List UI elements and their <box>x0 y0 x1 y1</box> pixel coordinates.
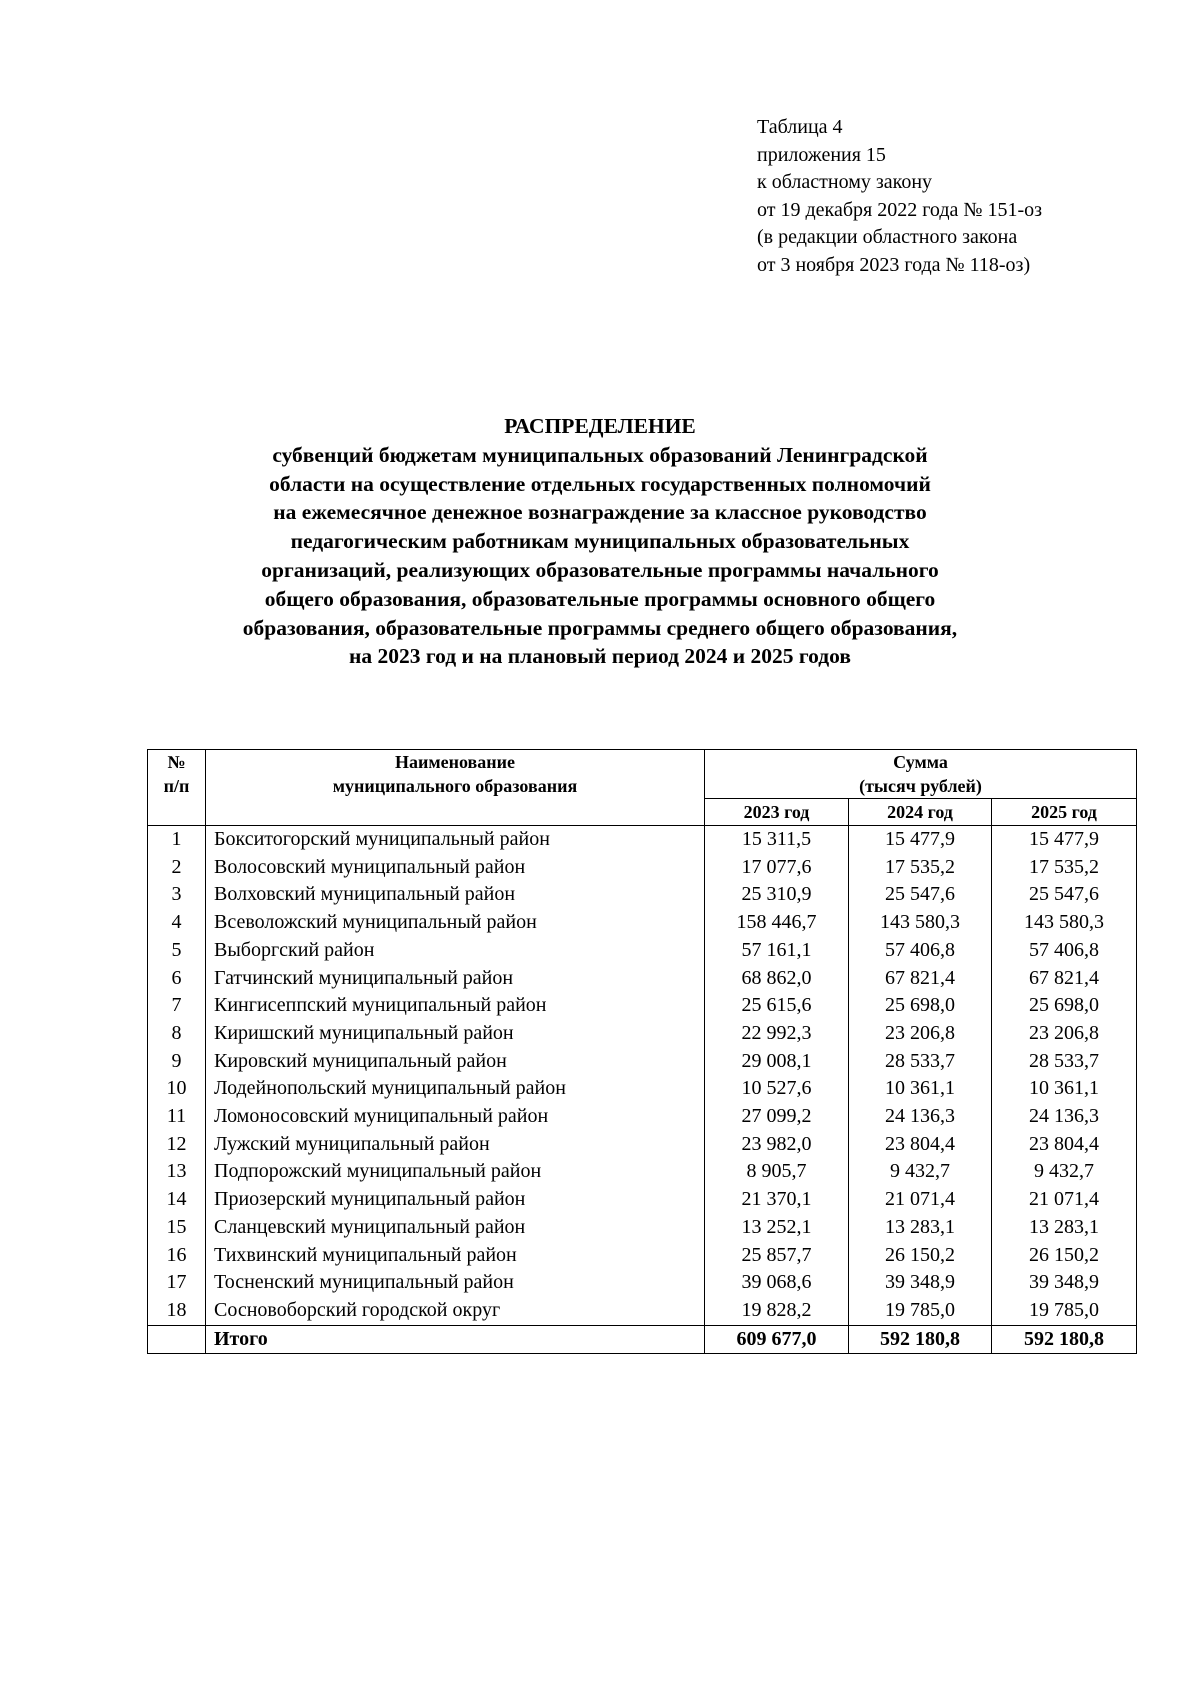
header-line: приложения 15 <box>757 143 886 166</box>
row-number: 12 <box>148 1131 206 1159</box>
row-number: 7 <box>148 992 206 1020</box>
title-line: педагогическим работникам муниципальных образовательных <box>290 529 910 554</box>
row-name: Волховский муниципальный район <box>206 881 705 909</box>
table-row <box>148 937 1137 965</box>
row-number: 10 <box>148 1075 206 1103</box>
header-sum-line2: (тысяч рублей) <box>859 776 982 796</box>
row-value-2023: 10 527,6 <box>705 1075 849 1103</box>
row-value-2024: 39 348,9 <box>849 1269 992 1297</box>
title-line: на 2023 год и на плановый период 2024 и 2025 годов <box>349 644 851 669</box>
header-name <box>206 750 705 826</box>
table-row <box>148 1158 1137 1186</box>
row-value-2024: 23 804,4 <box>849 1131 992 1159</box>
header-line: к областному закону <box>757 171 933 193</box>
row-value-2023: 25 615,6 <box>705 992 849 1020</box>
row-value-2023: 39 068,6 <box>705 1269 849 1297</box>
row-value-2025: 67 821,4 <box>992 965 1137 993</box>
table-row <box>148 1020 1137 1048</box>
table-row <box>148 1103 1137 1131</box>
row-value-2025: 23 206,8 <box>992 1020 1137 1048</box>
row-value-2025: 28 533,7 <box>992 1048 1137 1076</box>
distribution-table <box>147 749 1137 1354</box>
total-label: Итого <box>206 1325 705 1354</box>
row-value-2025: 24 136,3 <box>992 1103 1137 1131</box>
header-line: Таблица 4 <box>757 116 843 138</box>
row-value-2024: 143 580,3 <box>849 909 992 937</box>
row-name: Сосновоборский городской округ <box>206 1297 705 1325</box>
row-name: Тихвинский муниципальный район <box>206 1242 705 1270</box>
row-value-2024: 67 821,4 <box>849 965 992 993</box>
row-name: Киришский муниципальный район <box>206 1020 705 1048</box>
row-number: 9 <box>148 1048 206 1076</box>
table-row <box>148 1242 1137 1270</box>
total-number-cell <box>148 1325 206 1354</box>
row-number: 13 <box>148 1158 206 1186</box>
header-line: от 3 ноября 2023 года № 118-оз) <box>757 253 1031 276</box>
row-number: 17 <box>148 1269 206 1297</box>
row-value-2025: 17 535,2 <box>992 854 1137 882</box>
row-value-2023: 25 857,7 <box>705 1242 849 1270</box>
row-name: Приозерский муниципальный район <box>206 1186 705 1214</box>
row-value-2025: 57 406,8 <box>992 937 1137 965</box>
row-number: 1 <box>148 826 206 854</box>
row-value-2025: 9 432,7 <box>992 1158 1137 1186</box>
header-year-2023: 2023 год <box>705 799 849 826</box>
header-name-line2: муниципального образования <box>332 776 578 796</box>
row-value-2023: 8 905,7 <box>705 1158 849 1186</box>
header-line: от 19 декабря 2022 года № 151-оз <box>757 198 1043 221</box>
row-value-2025: 23 804,4 <box>992 1131 1137 1159</box>
row-name: Лодейнопольский муниципальный район <box>206 1075 705 1103</box>
row-number: 16 <box>148 1242 206 1270</box>
row-number: 2 <box>148 854 206 882</box>
table-row <box>148 1048 1137 1076</box>
row-value-2024: 25 698,0 <box>849 992 992 1020</box>
row-number: 3 <box>148 881 206 909</box>
row-value-2025: 39 348,9 <box>992 1269 1137 1297</box>
row-value-2023: 25 310,9 <box>705 881 849 909</box>
row-number: 18 <box>148 1297 206 1325</box>
row-value-2025: 10 361,1 <box>992 1075 1137 1103</box>
row-value-2023: 29 008,1 <box>705 1048 849 1076</box>
table-row <box>148 1214 1137 1242</box>
row-value-2023: 22 992,3 <box>705 1020 849 1048</box>
table-row <box>148 1186 1137 1214</box>
row-value-2024: 57 406,8 <box>849 937 992 965</box>
total-row <box>148 1325 1137 1354</box>
row-value-2025: 15 477,9 <box>992 826 1137 854</box>
title-line: РАСПРЕДЕЛЕНИЕ <box>504 414 696 438</box>
row-name: Волосовский муниципальный район <box>206 854 705 882</box>
title-line: области на осуществление отдельных государственных полномочий <box>269 471 931 496</box>
row-name: Сланцевский муниципальный район <box>206 1214 705 1242</box>
title-line: образования, образовательные программы среднего общего образования, <box>242 615 958 640</box>
title-line: субвенций бюджетам муниципальных образований Ленинградской <box>272 442 928 467</box>
row-number: 8 <box>148 1020 206 1048</box>
total-value-2024: 592 180,8 <box>849 1325 992 1354</box>
row-value-2023: 21 370,1 <box>705 1186 849 1214</box>
row-value-2023: 15 311,5 <box>705 826 849 854</box>
header-sum <box>705 750 1137 799</box>
table-row <box>148 826 1137 854</box>
row-value-2024: 28 533,7 <box>849 1048 992 1076</box>
total-value-2023: 609 677,0 <box>705 1325 849 1354</box>
row-value-2025: 25 698,0 <box>992 992 1137 1020</box>
table-row <box>148 854 1137 882</box>
row-number: 6 <box>148 965 206 993</box>
row-value-2025: 21 071,4 <box>992 1186 1137 1214</box>
row-number: 11 <box>148 1103 206 1131</box>
row-name: Кировский муниципальный район <box>206 1048 705 1076</box>
row-value-2024: 26 150,2 <box>849 1242 992 1270</box>
header-number <box>148 750 206 826</box>
row-name: Гатчинский муниципальный район <box>206 965 705 993</box>
row-number: 15 <box>148 1214 206 1242</box>
row-value-2025: 26 150,2 <box>992 1242 1137 1270</box>
row-number: 4 <box>148 909 206 937</box>
row-value-2023: 68 862,0 <box>705 965 849 993</box>
header-name-line1: Наименование <box>395 752 515 772</box>
row-value-2024: 9 432,7 <box>849 1158 992 1186</box>
row-value-2023: 23 982,0 <box>705 1131 849 1159</box>
row-value-2024: 10 361,1 <box>849 1075 992 1103</box>
title-line: на ежемесячное денежное вознаграждение за классное руководство <box>273 500 927 525</box>
header-number-line1: № <box>167 752 186 772</box>
title-line: общего образования, образовательные программы основного общего <box>264 586 936 611</box>
row-value-2023: 27 099,2 <box>705 1103 849 1131</box>
table-row <box>148 1297 1137 1325</box>
table-row <box>148 1075 1137 1103</box>
title-line: организаций, реализующих образовательные программы начального <box>261 557 939 582</box>
row-name: Тосненский муниципальный район <box>206 1269 705 1297</box>
document-header <box>757 114 1042 279</box>
row-value-2024: 19 785,0 <box>849 1297 992 1325</box>
row-value-2025: 143 580,3 <box>992 909 1137 937</box>
row-name: Ломоносовский муниципальный район <box>206 1103 705 1131</box>
table-row <box>148 965 1137 993</box>
table-row <box>148 909 1137 937</box>
row-name: Выборгский район <box>206 937 705 965</box>
row-value-2023: 19 828,2 <box>705 1297 849 1325</box>
header-sum-line1: Сумма <box>893 752 948 772</box>
row-value-2023: 57 161,1 <box>705 937 849 965</box>
document-title <box>130 412 1070 671</box>
table-row <box>148 1131 1137 1159</box>
row-number: 14 <box>148 1186 206 1214</box>
row-name: Бокситогорский муниципальный район <box>206 826 705 854</box>
row-value-2025: 25 547,6 <box>992 881 1137 909</box>
row-value-2024: 24 136,3 <box>849 1103 992 1131</box>
row-value-2024: 23 206,8 <box>849 1020 992 1048</box>
row-value-2024: 13 283,1 <box>849 1214 992 1242</box>
row-value-2025: 13 283,1 <box>992 1214 1137 1242</box>
row-name: Кингисеппский муниципальный район <box>206 992 705 1020</box>
row-value-2023: 13 252,1 <box>705 1214 849 1242</box>
table-row <box>148 881 1137 909</box>
table-row <box>148 1269 1137 1297</box>
header-year-2024: 2024 год <box>849 799 992 826</box>
row-value-2025: 19 785,0 <box>992 1297 1137 1325</box>
row-value-2024: 25 547,6 <box>849 881 992 909</box>
row-name: Лужский муниципальный район <box>206 1131 705 1159</box>
table-row <box>148 992 1137 1020</box>
row-value-2023: 158 446,7 <box>705 909 849 937</box>
row-value-2024: 21 071,4 <box>849 1186 992 1214</box>
row-value-2023: 17 077,6 <box>705 854 849 882</box>
row-name: Подпорожский муниципальный район <box>206 1158 705 1186</box>
row-value-2024: 17 535,2 <box>849 854 992 882</box>
row-name: Всеволожский муниципальный район <box>206 909 705 937</box>
total-value-2025: 592 180,8 <box>992 1325 1137 1354</box>
row-number: 5 <box>148 937 206 965</box>
header-year-2025: 2025 год <box>992 799 1137 826</box>
row-value-2024: 15 477,9 <box>849 826 992 854</box>
header-line: (в редакции областного закона <box>757 226 1018 248</box>
header-number-line2: п/п <box>163 776 190 796</box>
